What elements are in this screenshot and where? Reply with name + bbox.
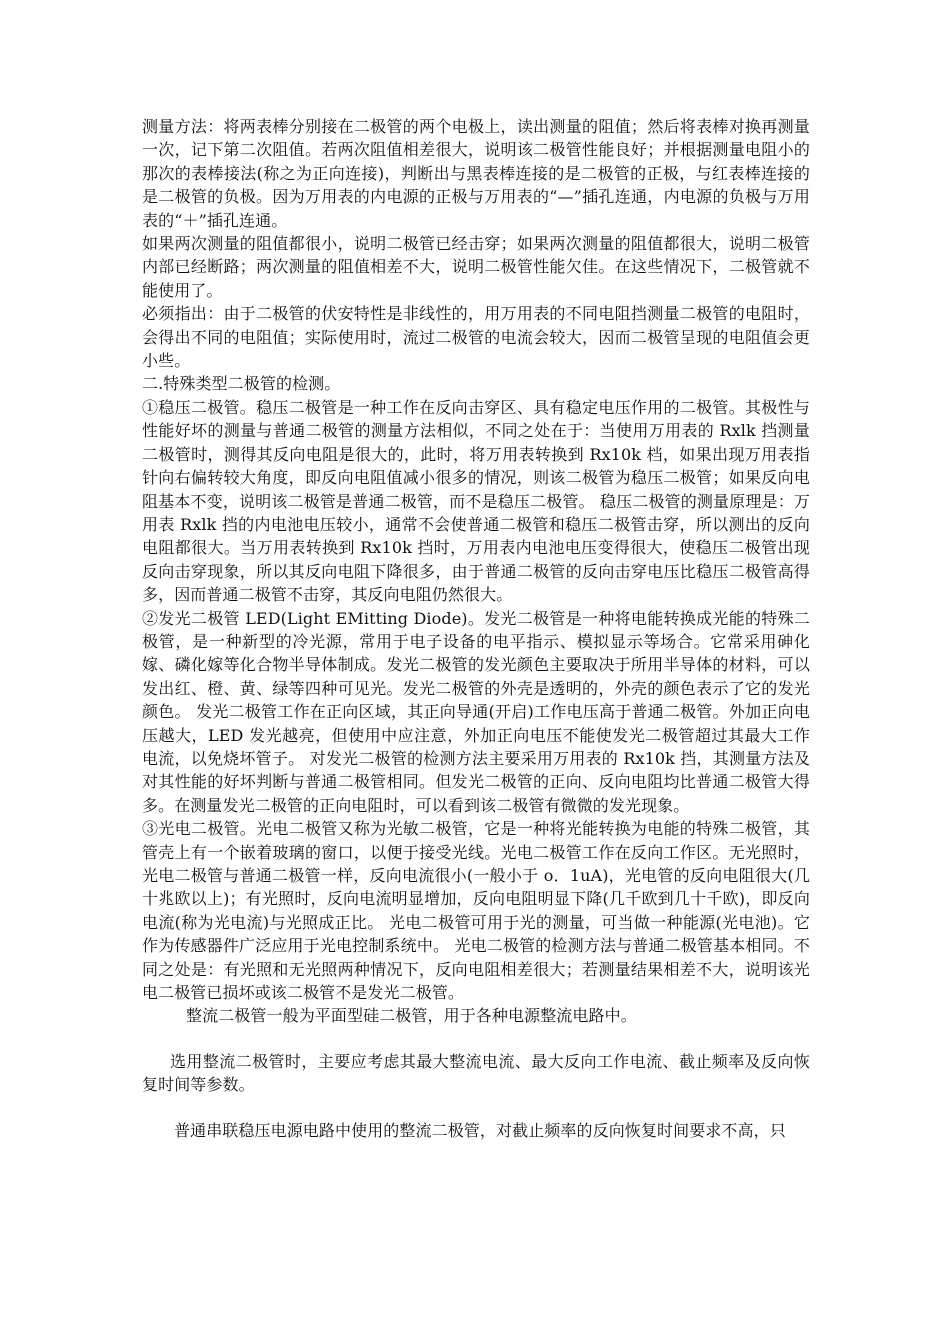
paragraph-photodiode: ③光电二极管。光电二极管又称为光敏二极管，它是一种将光能转换为电能的特殊二极管，其管壳上有一个嵌着玻璃的窗口，以便于接受光线。光电二极管工作在反向工作区。无光照时，光电二极管与普通二极管一样，反向电流很小(一般小于 o．1uA)，光电管的反向电阻很大(几十兆欧以上)；有光照时，反向电流明显增加，反向电阻明显下降(几千欧到几十千欧)，即反向电流(称为光电流)与光照成正比。 光电二极管可用于光的测量，可当做一种能源(光电池)。它作为传感器件广泛应用于光电控制系统中。 光电二极管的检测方法与普通二极管基本相同。不同之处是：有光照和无光照两种情况下，反向电阻相差很大；若测量结果相差不大，说明该光电二极管已损坏或该二极管不是发光二极管。 (142, 819, 810, 1003)
section-heading-special-diodes: 二.特殊类型二极管的检测。 (142, 374, 341, 394)
paragraph-failure-cases: 如果两次测量的阻值都很小，说明二极管已经击穿；如果两次测量的阻值都很大，说明二极管内部已经断路；两次测量的阻值相差不大，说明二极管性能欠佳。在这些情况下，二极管就不能使用了。 (142, 234, 810, 300)
paragraph-note: 必须指出：由于二极管的伏安特性是非线性的，用万用表的不同电阻挡测量二极管的电阻时，会得出不同的电阻值；实际使用时，流过二极管的电流会较大，因而二极管呈现的电阻值会更小些。 (142, 304, 810, 371)
paragraph-measurement-method: 测量方法：将两表棒分别接在二极管的两个电极上，读出测量的阻值；然后将表棒对换再测量一次，记下第二次阻值。若两次阻值相差很大，说明该二极管性能良好；并根据测量电阻小的那次的表棒接法(称之为正向连接)，判断出与黑表棒连接的是二极管的正极，与红表棒连接的是二极管的负极。因为万用表的内电源的正极与万用表的“—”插孔连通，内电源的负极与万用表的“＋”插孔连通。 (142, 117, 810, 230)
document-body (142, 115, 810, 1142)
paragraph-rectifier-intro: 整流二极管一般为平面型硅二极管，用于各种电源整流电路中。 (186, 1006, 637, 1026)
paragraph-rectifier-selection: 选用整流二极管时，主要应考虑其最大整流电流、最大反向工作电流、截止频率及反向恢复时间等参数。 (142, 1051, 810, 1095)
paragraph-series-regulator: 普通串联稳压电源电路中使用的整流二极管，对截止频率的反向恢复时间要求不高，只 (174, 1120, 786, 1140)
paragraph-zener-diode: ①稳压二极管。稳压二极管是一种工作在反向击穿区、具有稳定电压作用的二极管。其极性与性能好坏的测量与普通二极管的测量方法相似，不同之处在于：当使用万用表的 Rxlk 挡测量二极管时，测得其反向电阻是很大的，此时，将万用表转换到 Rx10k 档，如果出现万用表指针向右偏转较大角度，即反向电阻值减小很多的情况，则该二极管为稳压二极管；如果反向电阻基本不变，说明该二极管是普通二极管，而不是稳压二极管。 稳压二极管的测量原理是：万用表 Rxlk 挡的内电池电压较小，通常不会使普通二极管和稳压二极管击穿，所以测出的反向电阻都很大。当万用表转换到 Rx10k 挡时，万用表内电池电压变得很大，使稳压二极管出现反向击穿现象，所以其反向电阻下降很多，由于普通二极管的反向击穿电压比稳压二极管高得多，因而普通二极管不击穿，其反向电阻仍然很大。 (142, 397, 810, 605)
paragraph-led: ②发光二极管 LED(Light EMitting Diode)。发光二极管是一种将电能转换成光能的特殊二极管，是一种新型的冷光源，常用于电子设备的电平指示、模拟显示等场合。它常采用砷化嫁、磷化嫁等化合物半导体制成。发光二极管的发光颜色主要取决于所用半导体的材料，可以发出红、橙、黄、绿等四种可见光。发光二极管的外壳是透明的，外壳的颜色表示了它的发光颜色。 发光二极管工作在正向区域，其正向导通(开启)工作电压高于普通二极管。外加正向电压越大，LED 发光越亮，但使用中应注意，外加正向电压不能使发光二极管超过其最大工作电流，以免烧坏管子。 对发光二极管的检测方法主要采用万用表的 Rx10k 挡，其测量方法及对其性能的好坏判断与普通二极管相同。但发光二极管的正向、反向电阻均比普通二极管大得多。在测量发光二极管的正向电阻时，可以看到该二极管有微微的发光现象。 (142, 608, 810, 815)
